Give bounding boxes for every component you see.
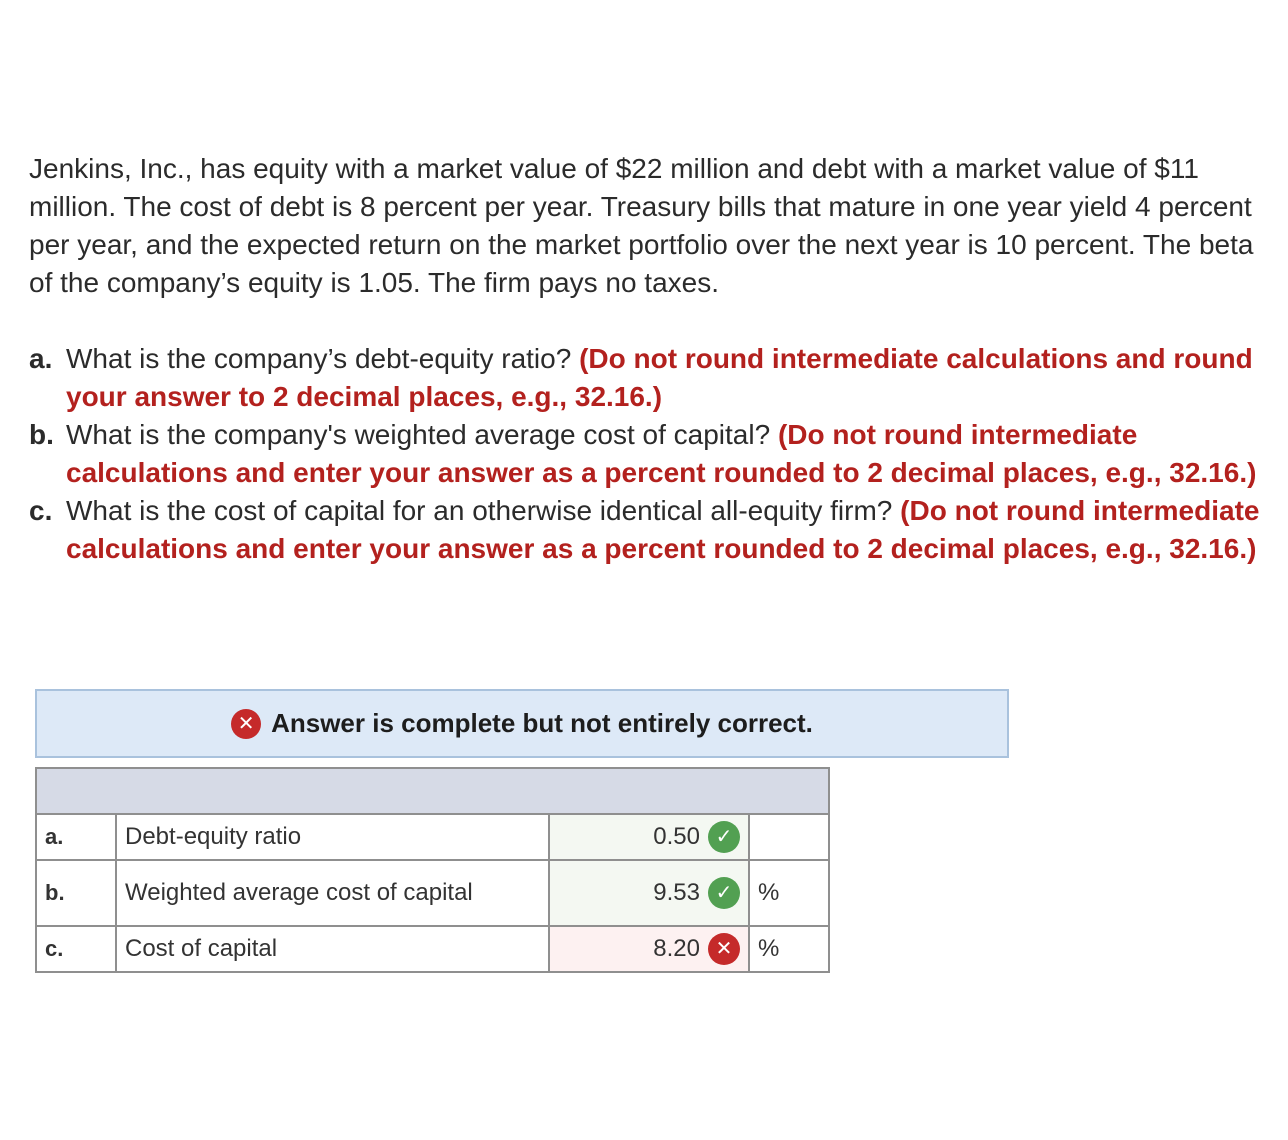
question-letter: b. (29, 419, 54, 450)
answer-value: 9.53 (653, 879, 700, 906)
question-body (66, 340, 1274, 416)
unit-cell (749, 814, 829, 860)
x-icon: ✕ (231, 709, 261, 739)
result-banner (35, 689, 1009, 758)
question-text: What is the company’s debt-equity ratio? (66, 343, 572, 374)
check-icon: ✓ (708, 877, 740, 909)
question-instruction: (Do not round intermediate calculations and enter your answer as a percent rounded to 2 decimal places, e.g., 32.16.) (66, 495, 1260, 564)
unit-cell: % (749, 860, 829, 926)
row-letter: a. (36, 814, 116, 860)
answer-cell[interactable] (549, 926, 749, 972)
question-c (29, 492, 1274, 568)
row-label: Weighted average cost of capital (116, 860, 549, 926)
question-text: What is the cost of capital for an otherwise identical all-equity firm? (66, 495, 893, 526)
x-icon: ✕ (708, 933, 740, 965)
question-body (66, 416, 1274, 492)
question-a (29, 340, 1274, 416)
table-row (36, 926, 829, 972)
question-list (29, 340, 1274, 568)
row-letter: c. (36, 926, 116, 972)
table-row (36, 860, 829, 926)
question-letter: c. (29, 495, 53, 526)
result-banner-text: Answer is complete but not entirely correct. (271, 708, 813, 738)
table-row (36, 814, 829, 860)
answer-table (35, 767, 830, 973)
answer-table-header-cell (36, 768, 829, 814)
question-letter: a. (29, 343, 53, 374)
row-letter: b. (36, 860, 116, 926)
problem-statement: Jenkins, Inc., has equity with a market value of $22 million and debt with a market value of $11 million. The cost of debt is 8 percent per year. Treasury bills that mature in one year yield 4 percent per year, and the expected return on the market portfolio over the next year is 10 percent. The beta of the company’s equity is 1.05. The firm pays no taxes. (29, 153, 1254, 298)
answer-cell[interactable] (549, 860, 749, 926)
row-label: Cost of capital (116, 926, 549, 972)
question-instruction: (Do not round intermediate calculations and round your answer to 2 decimal places, e.g., 32.16.) (66, 343, 1253, 412)
question-body (66, 492, 1274, 568)
unit-cell: % (749, 926, 829, 972)
check-icon: ✓ (708, 821, 740, 853)
answer-table-header (36, 768, 829, 814)
row-label: Debt-equity ratio (116, 814, 549, 860)
question-text: What is the company's weighted average cost of capital? (66, 419, 771, 450)
question-instruction: (Do not round intermediate calculations and enter your answer as a percent rounded to 2 decimal places, e.g., 32.16.) (66, 419, 1257, 488)
answer-cell[interactable] (549, 814, 749, 860)
question-b (29, 416, 1274, 492)
answer-value: 8.20 (653, 935, 700, 962)
answer-value: 0.50 (653, 823, 700, 850)
